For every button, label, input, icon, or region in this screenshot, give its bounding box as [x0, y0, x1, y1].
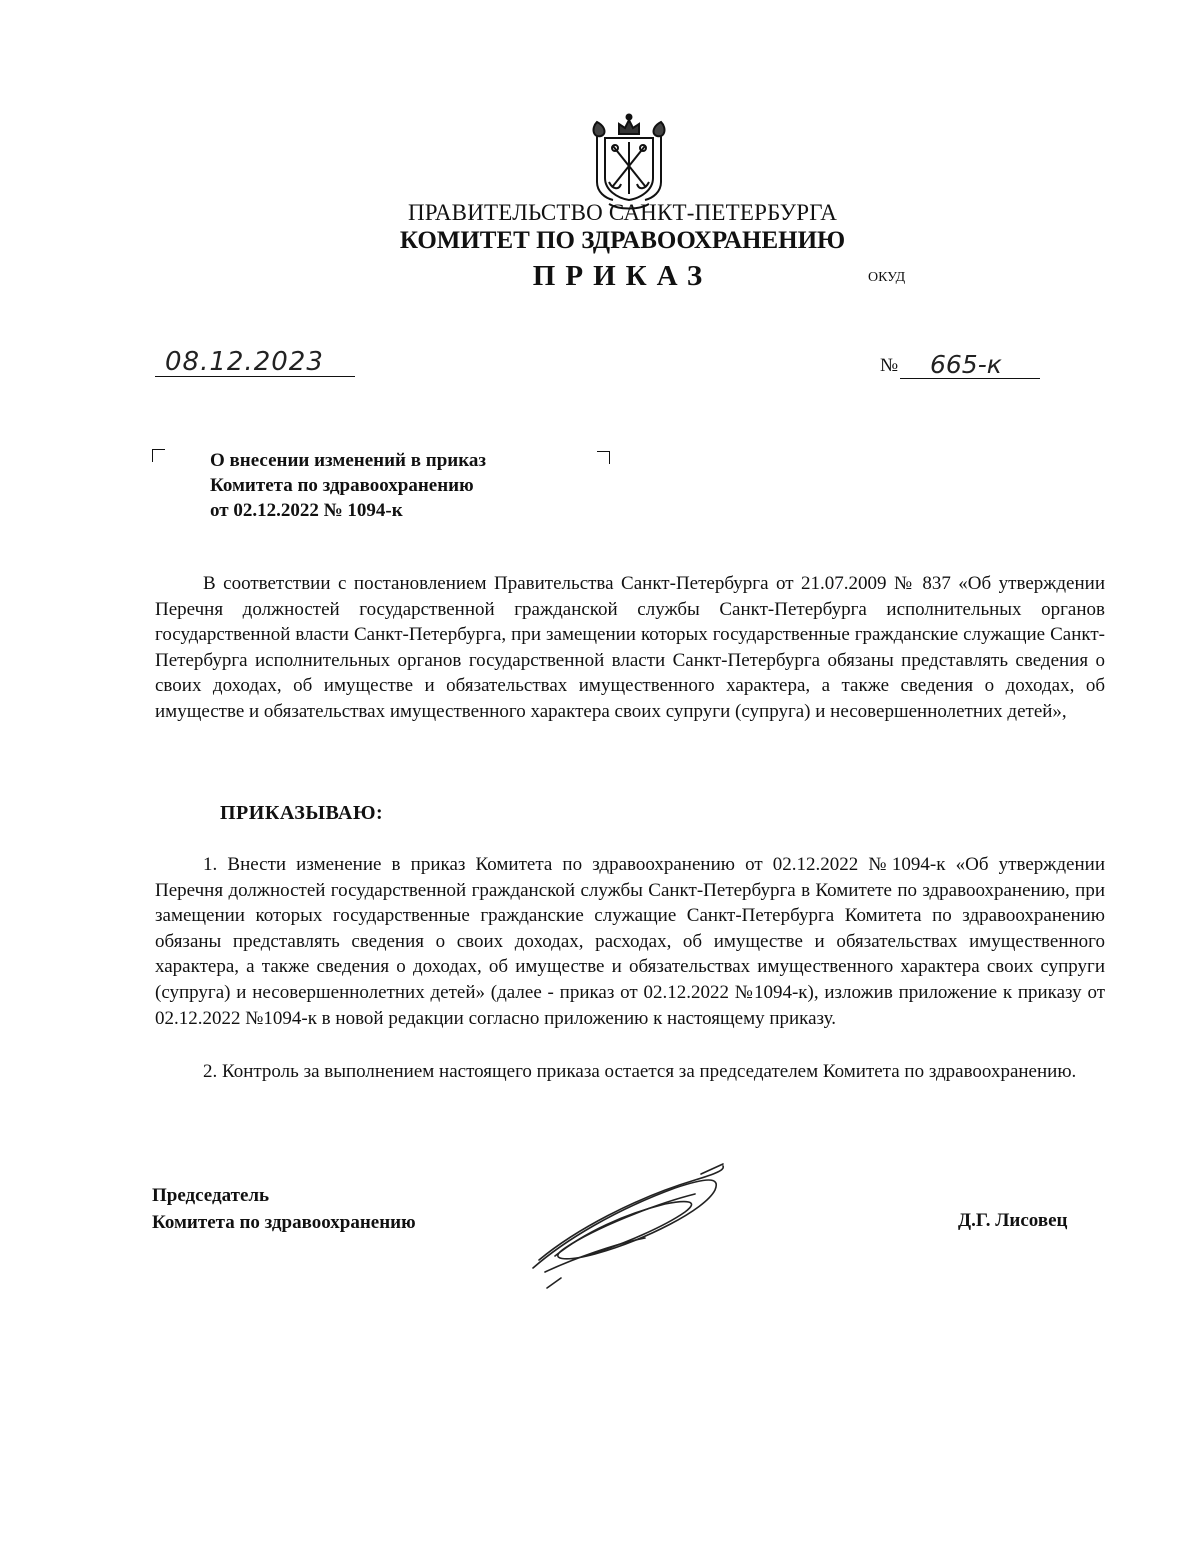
- subject-line: от 02.12.2022 № 1094-к: [210, 500, 403, 521]
- subject-line: О внесении изменений в приказ: [210, 450, 487, 471]
- preamble-paragraph: В соответствии с постановлением Правительства Санкт-Петербурга от 21.07.2009 № 837 «Об утверждении Перечня должностей государственной гражданской службы Санкт-Петербурга исполнительных органов государственной власти Санкт-Петербурга, при замещении которых государственные гражданские служащие Санкт-Петербурга исполнительных органов государственной власти Санкт-Петербурга обязаны представлять сведения о своих доходах, об имуществе и обязательствах имущественного характера, а также сведения о доходах, об имуществе и обязательствах имущественного характера своих супруги (супруга) и несовершеннолетних детей»,: [155, 573, 1105, 722]
- signer-name: Д.Г. Лисовец: [958, 1210, 1068, 1231]
- subject-line: Комитета по здравоохранению: [210, 475, 474, 496]
- date-underline: [155, 376, 355, 377]
- signer-position: [152, 1182, 416, 1236]
- signer-position-line: Комитета по здравоохранению: [152, 1212, 416, 1233]
- handwritten-signature: [525, 1160, 730, 1295]
- committee-title: КОМИТЕТ ПО ЗДРАВООХРАНЕНИЮ: [399, 227, 846, 254]
- government-title: ПРАВИТЕЛЬСТВО САНКТ-ПЕТЕРБУРГА: [407, 200, 838, 225]
- order-date: 08.12.2023: [165, 347, 324, 377]
- order-directive-heading: ПРИКАЗЫВАЮ:: [220, 802, 384, 824]
- okud-label: ОКУД: [868, 270, 906, 285]
- document-type-title: ПРИКАЗ: [532, 260, 713, 292]
- order-subject: [210, 448, 610, 523]
- order-number: 665-к: [930, 350, 1002, 379]
- number-sign: №: [880, 355, 899, 376]
- signer-position-line: Председатель: [152, 1185, 270, 1206]
- number-underline: [900, 378, 1040, 379]
- coat-of-arms-emblem: [583, 112, 675, 212]
- order-point-2: 2. Контроль за выполнением настоящего приказа остается за председателем Комитета по здравоохранению.: [203, 1061, 1077, 1082]
- order-point-1: 1. Внести изменение в приказ Комитета по здравоохранению от 02.12.2022 №1094-к «Об утверждении Перечня должностей государственной гражданской службы Санкт-Петербурга в Комитете по здравоохранению, при замещении которых государственные гражданские служащие Санкт-Петербурга Комитета по здравоохранению обязаны представлять сведения о своих доходах, расходах, об имуществе и обязательствах имущественного характера, а также сведения о доходах, об имуществе и обязательствах имущественного характера своих супруги (супруга) и несовершеннолетних детей» (далее - приказ от 02.12.2022 №1094-к), изложив приложение к приказу от 02.12.2022 №1094-к в новой редакции согласно приложению к настоящему приказу.: [155, 854, 1105, 1029]
- subject-corner-left: [152, 449, 165, 462]
